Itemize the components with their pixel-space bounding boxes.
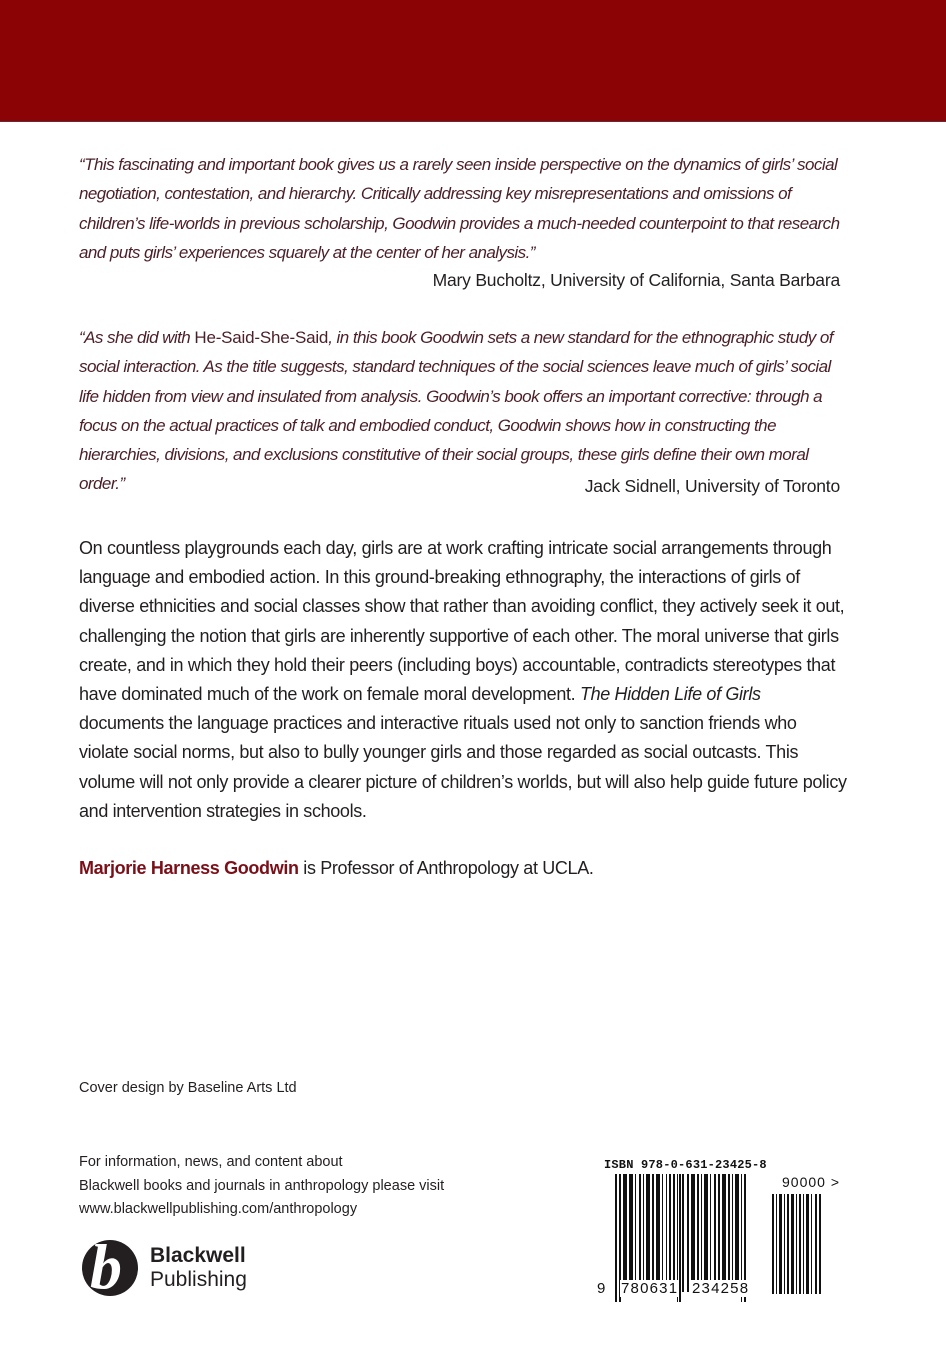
barcode-bar (819, 1194, 821, 1294)
author-bio (79, 858, 594, 879)
barcode-bar (714, 1174, 716, 1292)
barcode-bar (796, 1194, 797, 1294)
quote-text: “As she did with (79, 328, 195, 347)
barcode-bar (701, 1174, 702, 1292)
barcode-bar (710, 1174, 711, 1292)
author-bio-text: is Professor of Anthropology at UCLA. (298, 858, 594, 878)
publisher-info (79, 1151, 444, 1222)
isbn-label: ISBN 978-0-631-23425-8 (604, 1158, 767, 1172)
endorsement-attribution-2: Jack Sidnell, University of Toronto (584, 476, 840, 496)
description-text: documents the language practices and interactive rituals used not only to sanction friends who violate social norms, but also to bully younger girls and those regarded as social outcasts. This volume will not only provide a clearer picture of children’s worlds, but will also help guide future policy and intervention strategies in schools. (79, 713, 847, 821)
top-color-band (0, 0, 946, 122)
cited-book-title: He-Said-She-Said (194, 328, 329, 347)
barcode-bar (679, 1174, 681, 1302)
barcode-bar (691, 1174, 695, 1292)
barcode-bar (629, 1174, 633, 1292)
publisher-name-line2: Publishing (150, 1268, 247, 1291)
endorsement-quote-1 (79, 150, 844, 267)
barcode-bar (772, 1194, 774, 1294)
barcode-bar (656, 1174, 660, 1292)
barcode-bar (776, 1194, 777, 1294)
barcode-bar (652, 1174, 654, 1292)
barcode-bar (784, 1194, 785, 1294)
description-text: On countless playgrounds each day, girls are at work crafting intricate social arrangements through language and embodied action. In this ground-breaking ethnography, the interactions of girls of diverse ethnicities and social classes show that rather than avoiding conflict, they actively seek it out, challenging the notion that girls are inherently supportive of each other. The moral universe that girls create, and in which they hold their peers (including boys) accountable, contradicts stereotypes that have dominated much of the work on female moral development. (79, 538, 845, 705)
ean-left-digits: 780631 (621, 1280, 679, 1297)
quote-text: , in this book Goodwin sets a new standard for the ethnographic study of social interaction. As the title suggests, standard techniques of the social sciences leave much of girls’ social life hidden from view and insulated from analysis. Goodwin’s book offers an important corrective: through a focus on the actual practices of talk and embodied conduct, Goodwin shows how in constructing the hierarchies, divisions, and exclusions constitutive of their social groups, these girls define their own moral order.” (79, 328, 833, 494)
barcode-bar (815, 1194, 817, 1294)
price-addon-bars (772, 1194, 821, 1294)
barcode-bar (799, 1194, 801, 1294)
cover-design-credit: Cover design by Baseline Arts Ltd (79, 1080, 297, 1096)
barcode-bar (687, 1174, 689, 1292)
publisher-logo (82, 1240, 247, 1296)
barcode-bar (728, 1174, 730, 1292)
ean-right-digits: 234258 (692, 1280, 750, 1297)
author-name: Marjorie Harness Goodwin (79, 858, 299, 878)
barcode-bar (803, 1194, 804, 1294)
publisher-name (150, 1244, 247, 1292)
barcode-bar (697, 1174, 699, 1292)
ean-first-digit: 9 (597, 1280, 607, 1297)
barcode-bar (732, 1174, 733, 1292)
barcode-bar (662, 1174, 663, 1292)
barcode-bar (806, 1194, 809, 1294)
barcode-bar (779, 1194, 782, 1294)
barcode-bar (669, 1174, 671, 1292)
barcode-bar (666, 1174, 667, 1292)
quote-text: “This fascinating and important book gives us a rarely seen inside perspective on the dynamics of girls’ social negotiation, contestation, and hierarchy. Critically addressing key misrepresentations and omissions of children’s life-worlds in previous scholarship, Goodwin provides a much-needed counterpoint to that research and puts girls’ experiences squarely at the center of her analysis.” (79, 155, 840, 262)
barcode-bar (673, 1174, 675, 1292)
endorsement-quote-2 (79, 323, 844, 499)
barcode-bar (623, 1174, 627, 1292)
barcode-bar (791, 1194, 794, 1294)
barcode-bar (811, 1194, 812, 1294)
info-line: For information, news, and content about (79, 1154, 343, 1170)
price-code: 90000 > (782, 1174, 840, 1190)
book-description (79, 534, 849, 826)
barcode-bar (735, 1174, 739, 1292)
publisher-name-line1: Blackwell (150, 1244, 246, 1267)
barcode-bar (722, 1174, 726, 1292)
info-line: Blackwell books and journals in anthropology please visit (79, 1177, 445, 1194)
barcode-bar (635, 1174, 636, 1292)
barcode-bar (704, 1174, 708, 1292)
barcode-bar (646, 1174, 650, 1292)
barcode-bar (615, 1174, 617, 1302)
endorsement-attribution-1: Mary Bucholtz, University of California, Santa Barbara (432, 270, 840, 290)
barcode-bar (643, 1174, 644, 1292)
barcode-bar (787, 1194, 789, 1294)
isbn-barcode (597, 1158, 850, 1308)
blackwell-b-icon: b (82, 1240, 138, 1296)
publisher-url: www.blackwellpublishing.com/anthropology (79, 1201, 358, 1217)
barcode-bar (682, 1174, 684, 1292)
barcode-bar (718, 1174, 720, 1292)
book-title: The Hidden Life of Girls (579, 684, 761, 705)
barcode-bar (639, 1174, 641, 1292)
